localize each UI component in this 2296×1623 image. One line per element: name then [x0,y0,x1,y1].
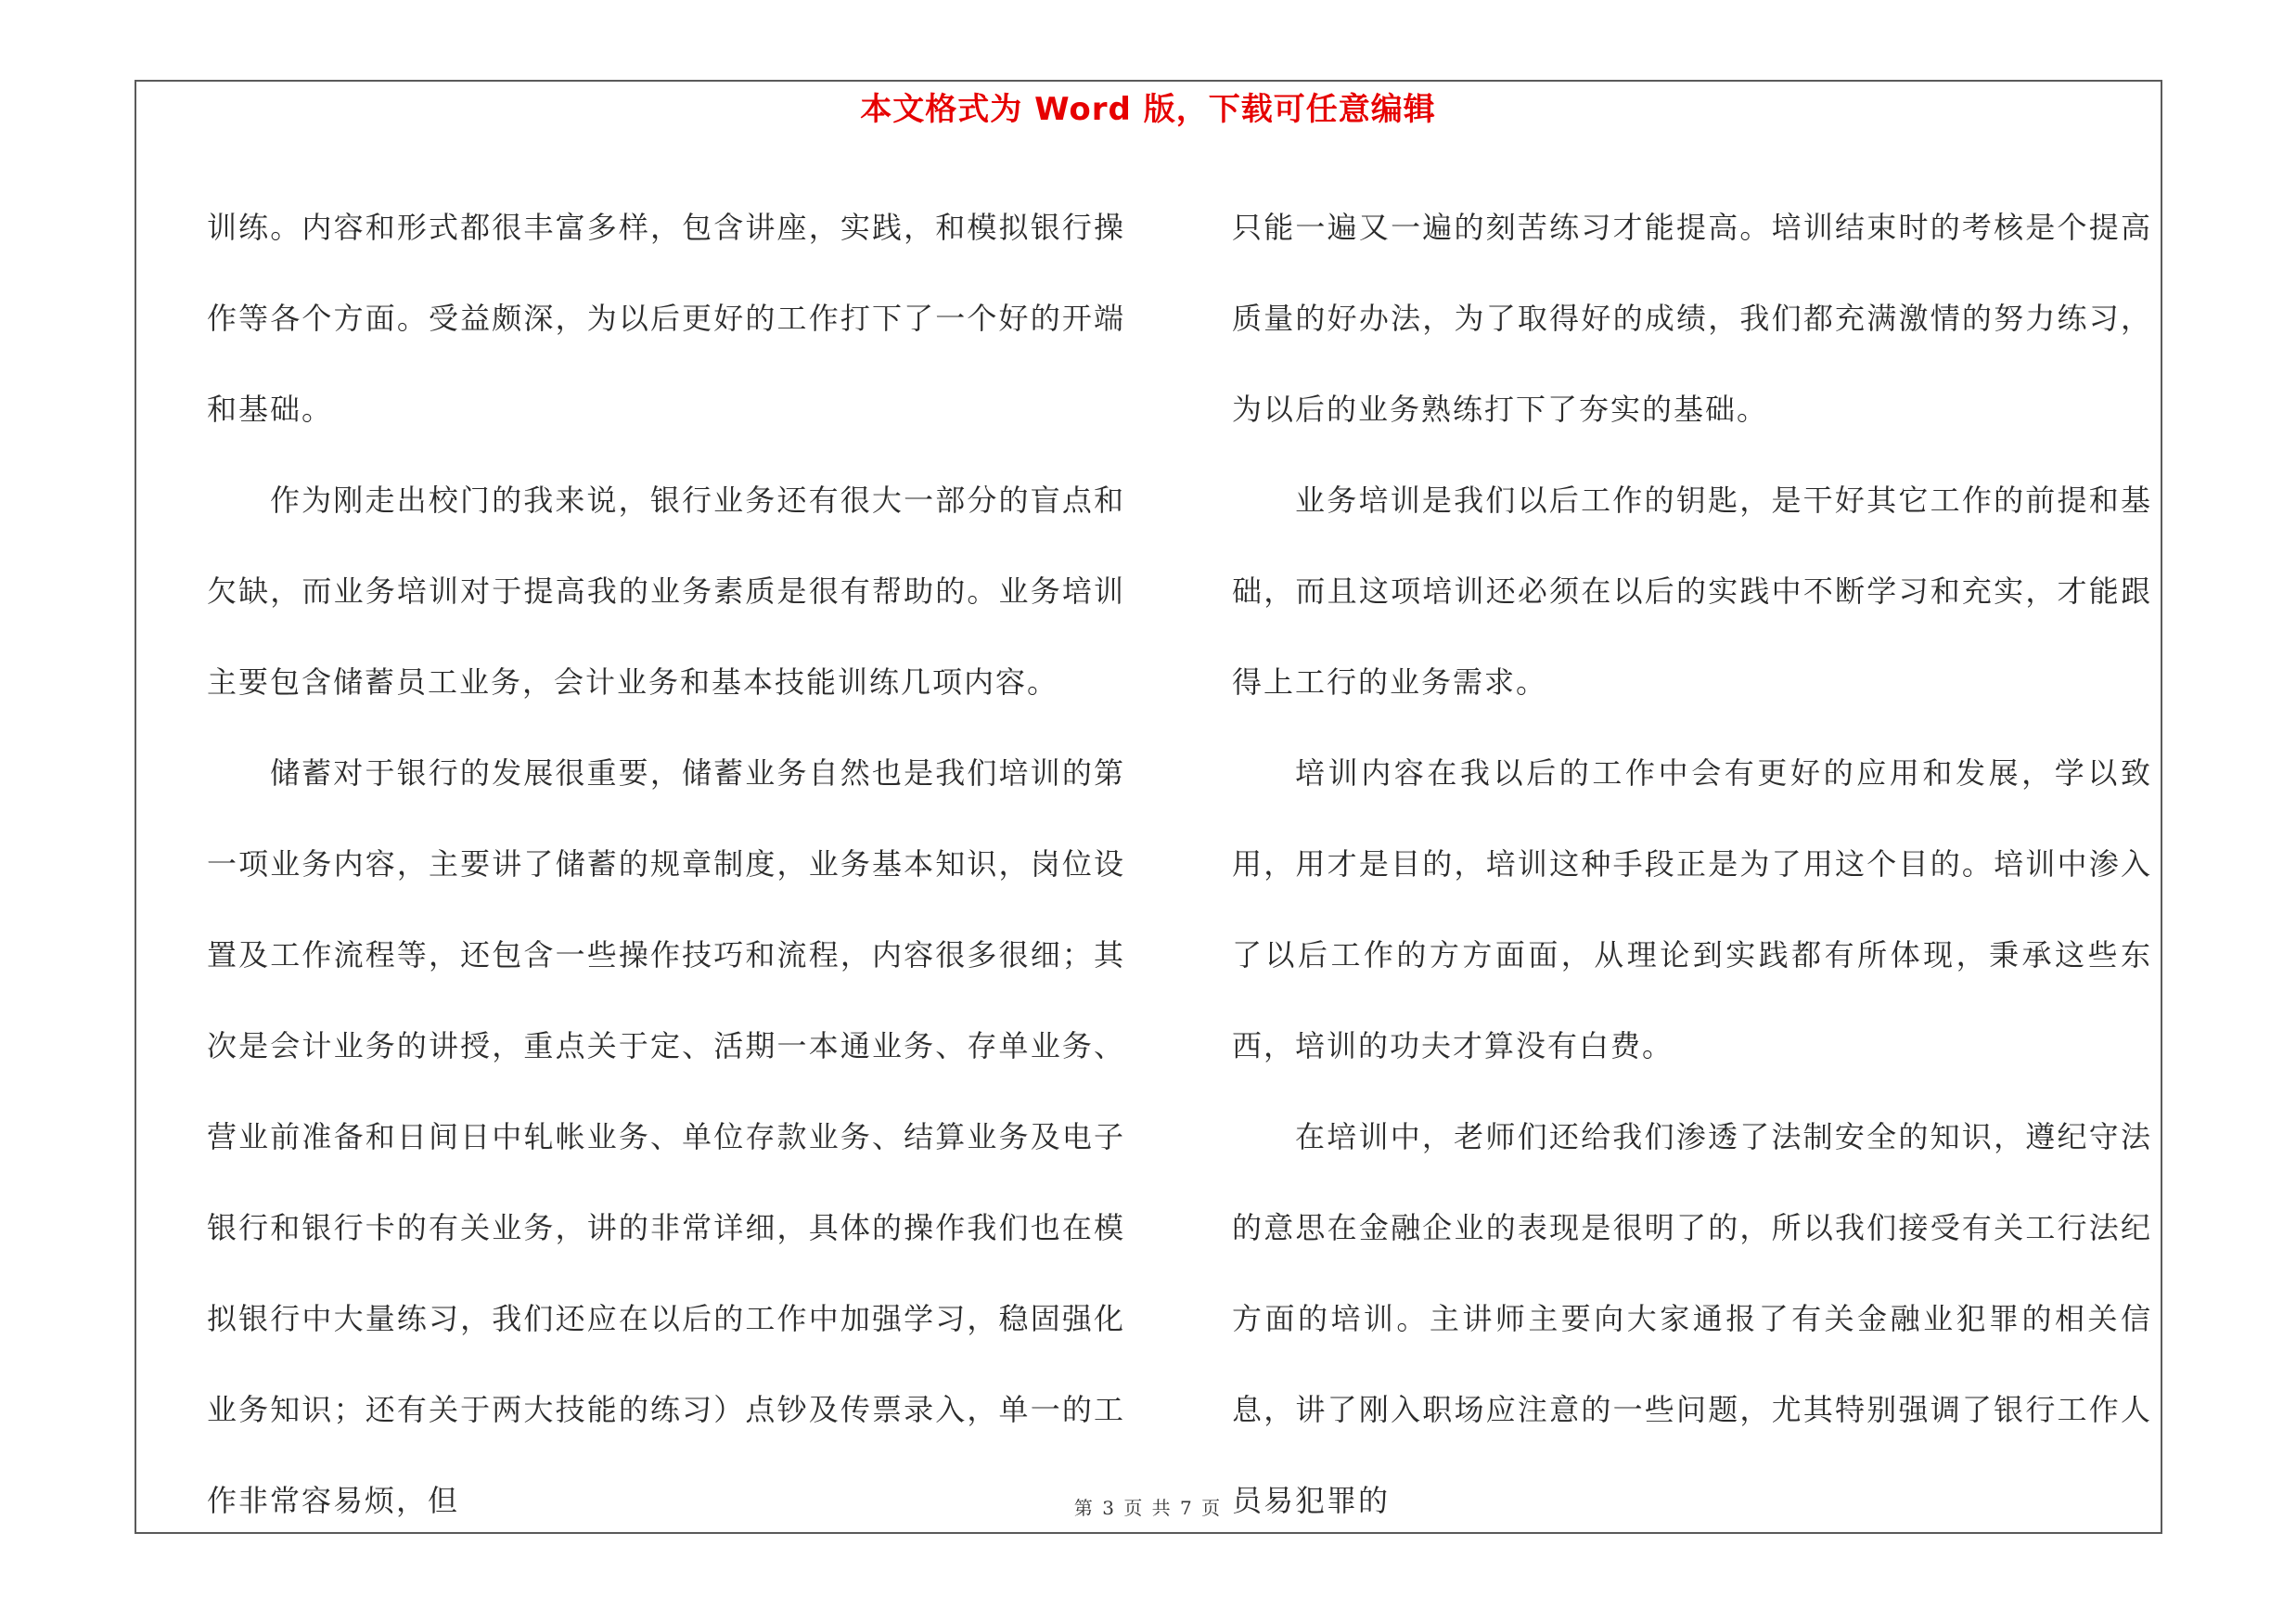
left-paragraph-2: 作为刚走出校门的我来说，银行业务还有很大一部分的盲点和欠缺，而业务培训对于提高我的业务素质是很有帮助的。业务培训主要包含储蓄员工业务，会计业务和基本技能训练几项内容。 [207,483,1125,700]
right-paragraph-4: 在培训中，老师们还给我们渗透了法制安全的知识，遵纪守法的意思在金融企业的表现是很明了的，所以我们接受有关工行法纪方面的培训。主讲师主要向大家通报了有关金融业犯罪的相关信息，讲了刚入职场应注意的一些问题，尤其特别强调了银行工作人员易犯罪的 [1232,1119,2152,1518]
left-paragraph-3: 储蓄对于银行的发展很重要，储蓄业务自然也是我们培训的第一项业务内容，主要讲了储蓄的规章制度，业务基本知识，岗位设置及工作流程等，还包含一些操作技巧和流程，内容很多很细；其次是会计业务的讲授，重点关于定、活期一本通业务、存单业务、营业前准备和日间日中轧帐业务、单位存款业务、结算业务及电子银行和银行卡的有关业务，讲的非常详细，具体的操作我们也在模拟银行中大量练习，我们还应在以后的工作中加强学习，稳固强化业务知识；还有关于两大技能的练习）点钞及传票录入，单一的工作非常容易烦，但 [207,755,1125,1518]
right-paragraph-2: 业务培训是我们以后工作的钥匙，是干好其它工作的前提和基础，而且这项培训还必须在以后的实践中不断学习和充实，才能跟得上工行的业务需求。 [1232,483,2152,700]
right-paragraph-1: 只能一遍又一遍的刻苦练习才能提高。培训结束时的考核是个提高质量的好办法，为了取得好的成绩，我们都充满激情的努力练习，为以后的业务熟练打下了夯实的基础。 [1232,210,2152,427]
right-column [1232,182,2152,1546]
page-number-footer: 第 3 页 共 7 页 [1073,1497,1223,1519]
word-format-banner: 本文格式为 Word 版，下载可任意编辑 [860,91,1436,128]
left-column [207,182,1125,1546]
left-paragraph-1: 训练。内容和形式都很丰富多样，包含讲座，实践，和模拟银行操作等各个方面。受益颇深，为以后更好的工作打下了一个好的开端和基础。 [207,210,1125,427]
right-paragraph-3: 培训内容在我以后的工作中会有更好的应用和发展，学以致用，用才是目的，培训这种手段正是为了用这个目的。培训中渗入了以后工作的方方面面，从理论到实践都有所体现，秉承这些东西，培训的功夫才算没有白费。 [1232,755,2152,1063]
